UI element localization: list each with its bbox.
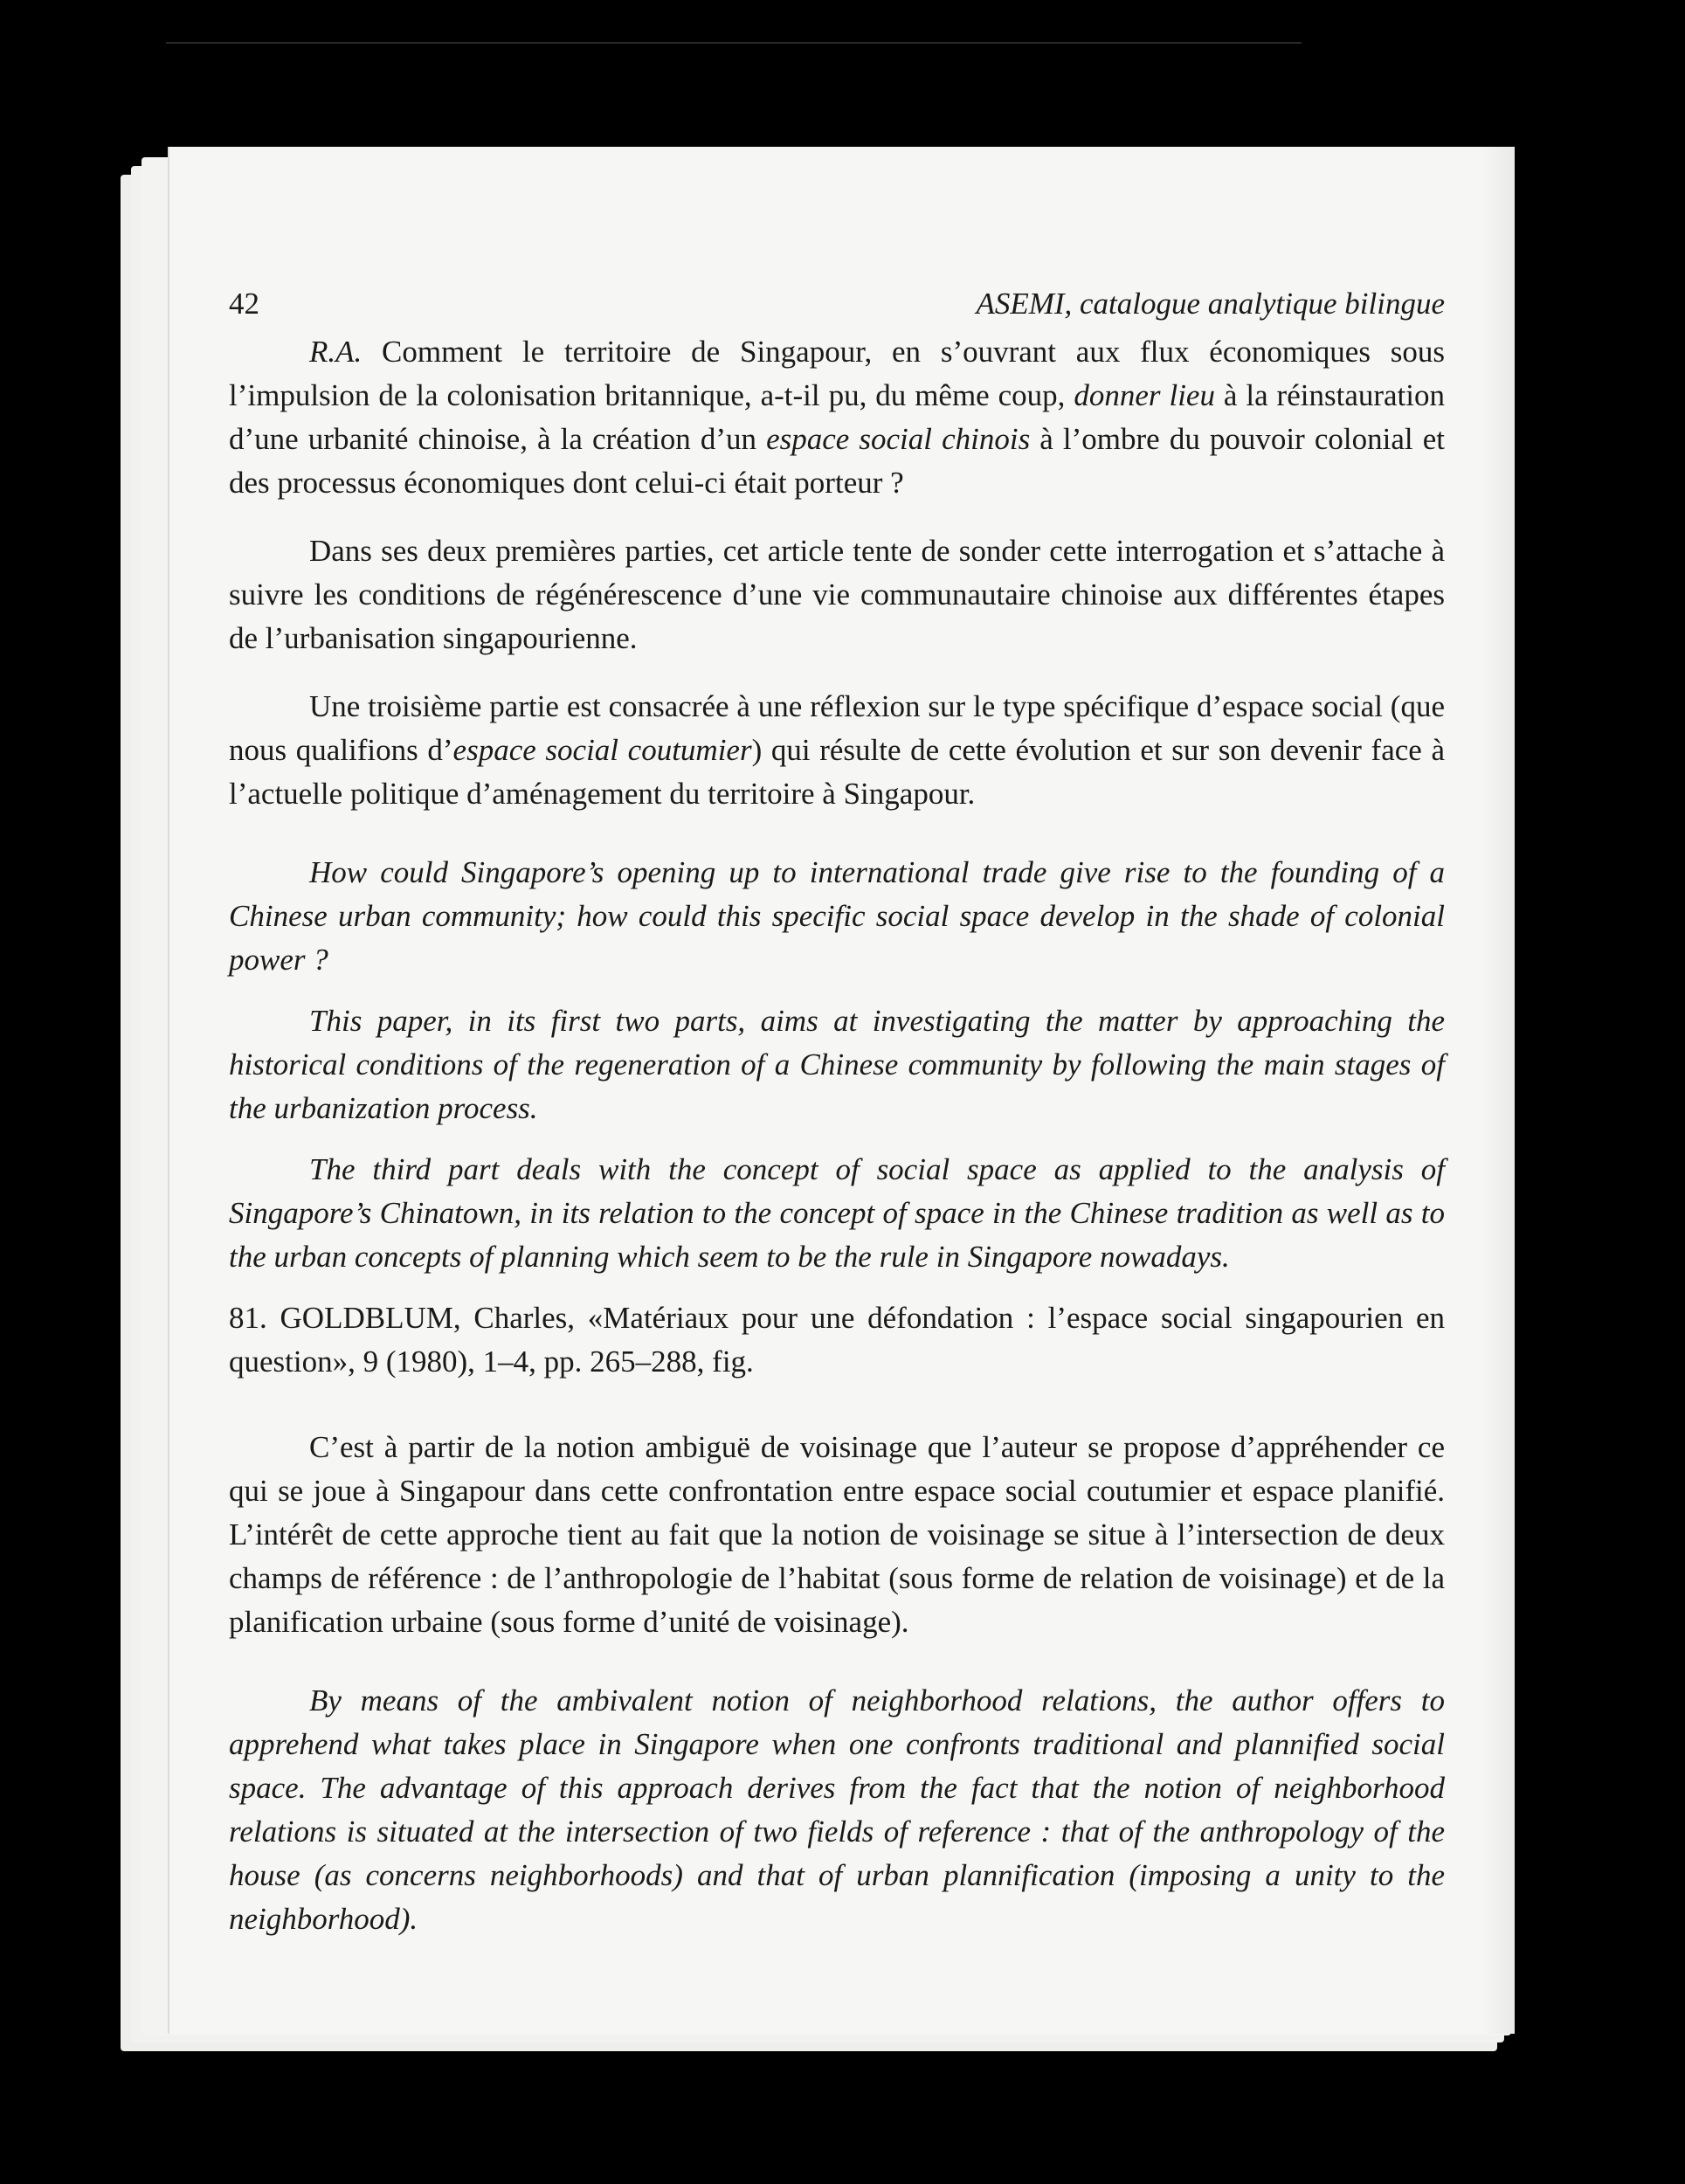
- page-content: [229, 283, 1445, 1959]
- running-title: ASEMI, catalogue analytique bilingue: [976, 287, 1445, 321]
- abstract-en-paragraph: How could Singapore’s opening up to international trade give rise to the founding of a Chinese urban community; how could this specific social space develop in the shade of colonial power ?: [229, 855, 1445, 977]
- page-number: 42: [229, 287, 259, 321]
- abstract-fr-paragraph: C’est à partir de la notion ambiguë de voisinage que l’auteur se propose d’appréhender ce qui se joue à Singapour dans cette confrontation entre espace social coutumier et espace planifié. L’intérêt de cette approche tient au fait que la notion de voisinage se situe à l’intersection de deux champs de référence : de l’anthropologie de l’habitat (sous forme de relation de voisinage) et de la planification urbaine (sous forme d’unité de voisinage).: [229, 1430, 1445, 1639]
- scan-background-top: [0, 0, 1685, 52]
- abstract-fr-paragraph: Une troisième partie est consacrée à une réflexion sur le type spécifique d’espace social (que nous qualifions d’espace social coutumier) qui résulte de cette évolution et sur son devenir face à l’actuelle politique d’aménagement du territoire à Singapour.: [229, 689, 1445, 811]
- abstract-fr-paragraph: R.A. Comment le territoire de Singapour, en s’ouvrant aux flux économiques sous l’impulsion de la colonisation britannique, a-t-il pu, du même coup, donner lieu à la réinstauration d’une urbanité chinoise, à la création d’un espace social chinois à l’ombre du pouvoir colonial et des processus économiques dont celui-ci était porteur ?: [229, 335, 1445, 500]
- running-header: [229, 283, 1445, 325]
- page-edge-strip: [166, 42, 1302, 44]
- abstract-fr-paragraph: Dans ses deux premières parties, cet article tente de sonder cette interrogation et s’attache à suivre les conditions de régénérescence d’une vie communautaire chinoise aux différentes étapes de l’urbanisation singapourienne.: [229, 534, 1445, 655]
- bibliographic-entry: 81. GOLDBLUM, Charles, «Matériaux pour une défondation : l’espace social singapourien en question», 9 (1980), 1–4, pp. 265–288, fig.: [229, 1301, 1445, 1379]
- abstract-en-paragraph: By means of the ambivalent notion of neighborhood relations, the author offers to apprehend what takes place in Singapore when one confronts traditional and plannified social space. The advantage of this approach derives from the fact that the notion of neighborhood relations is situated at the intersection of two fields of reference : that of the anthropology of the house (as concerns neighborhoods) and that of urban plannification (imposing a unity to the neighborhood).: [229, 1683, 1445, 1936]
- abstract-en-paragraph: The third part deals with the concept of social space as applied to the analysis of Singapore’s Chinatown, in its relation to the concept of space in the Chinese tradition as well as to the urban concepts of planning which seem to be the rule in Singapore nowadays.: [229, 1152, 1445, 1274]
- abstract-label: R.A.: [309, 335, 363, 369]
- abstract-en-paragraph: This paper, in its first two parts, aims at investigating the matter by approaching the historical conditions of the regeneration of a Chinese community by following the main stages of the urbanization process.: [229, 1004, 1445, 1125]
